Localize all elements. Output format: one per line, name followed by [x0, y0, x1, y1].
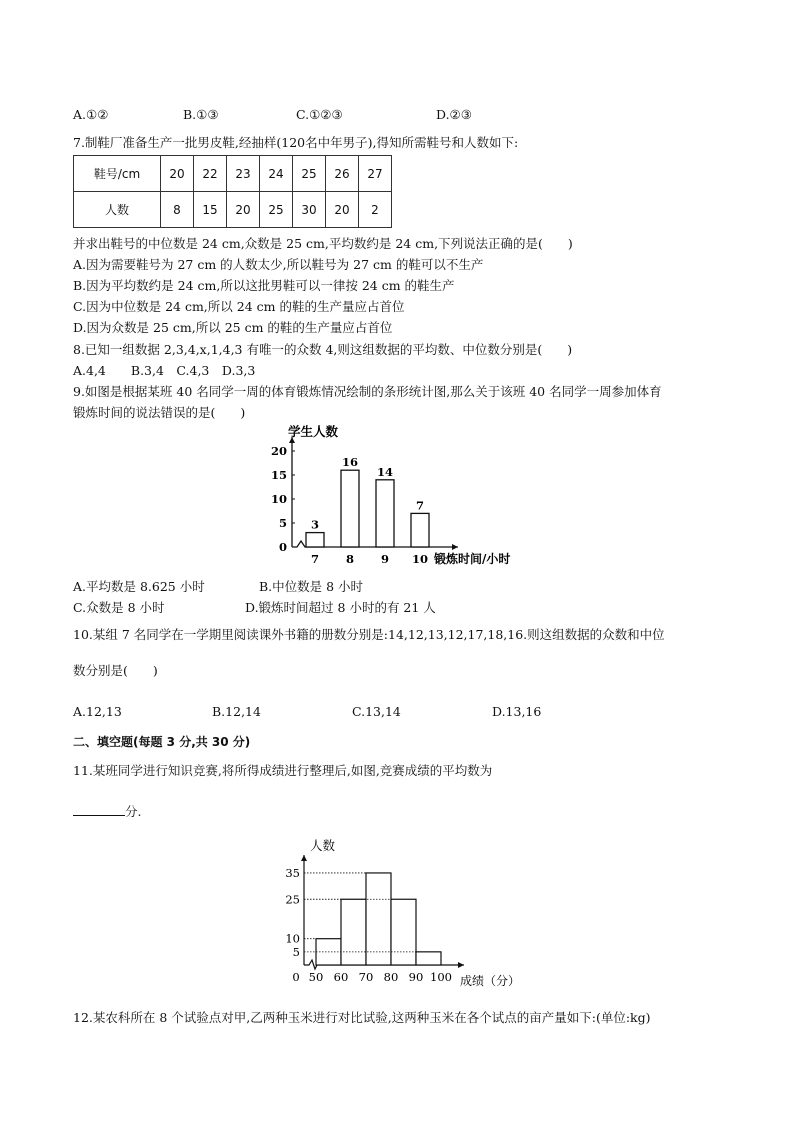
q10-stem-line1: 10.某组 7 名同学在一学期里阅读课外书籍的册数分别是:14,12,13,12,17,18,16.则这组数据的众数和中位: [73, 627, 665, 642]
bar: [376, 480, 394, 547]
q7-stem: 7.制鞋厂准备生产一批男皮鞋,经抽样(120名中年男子),得知所需鞋号和人数如下:: [73, 135, 519, 150]
table-cell: 20: [326, 192, 359, 228]
table-cell: 26: [326, 156, 359, 192]
x-tick-label: 50: [308, 970, 324, 984]
y-axis-label: 学生人数: [288, 424, 339, 439]
q7-option-c: C.因为中位数是 24 cm,所以 24 cm 的鞋的生产量应占首位: [73, 299, 405, 314]
table-row: [74, 156, 392, 192]
q7-option-d: D.因为众数是 25 cm,所以 25 cm 的鞋的生产量应占首位: [73, 320, 393, 335]
q6-option-d: D.②③: [436, 107, 472, 122]
data-label: 3: [310, 517, 320, 532]
x-tick-label: 70: [358, 970, 374, 984]
data-label: 16: [341, 455, 359, 470]
table-cell: 15: [194, 192, 227, 228]
y-tick-label: 10: [285, 931, 300, 946]
q6-option-c: C.①②③: [296, 107, 343, 122]
q6-option-b: B.①③: [183, 107, 219, 122]
q11-suffix: 分.: [125, 804, 142, 819]
histogram-bar: [416, 952, 441, 965]
q9-stem-line1: 9.如图是根据某班 40 名同学一周的体育锻炼情况绘制的条形统计图,那么关于该班 40 名同学一周参加体育: [73, 384, 662, 399]
bar: [411, 513, 429, 547]
y-tick-label: 0: [278, 540, 287, 554]
q6-option-a: A.①②: [73, 107, 109, 122]
shoe-size-table: [73, 155, 392, 228]
table-cell: 25: [260, 192, 293, 228]
y-tick-label: 15: [270, 468, 287, 482]
x-tick-label: 7: [310, 552, 320, 566]
q9-option-c: C.众数是 8 小时: [73, 600, 165, 615]
table-cell: 24: [260, 156, 293, 192]
y-tick-label: 20: [270, 444, 287, 458]
q11-answer-line: [73, 803, 141, 820]
x-tick-label: 90: [408, 970, 424, 984]
q10-option-a: A.12,13: [73, 704, 122, 719]
x-axis-label: 锻炼时间/小时: [434, 552, 511, 566]
x-axis-label: 成绩（分）: [460, 974, 521, 988]
table-cell: 30: [293, 192, 326, 228]
exercise-bar-chart: [268, 422, 538, 572]
q10-option-c: C.13,14: [352, 704, 401, 719]
table-cell: 25: [293, 156, 326, 192]
table-header-size: 鞋号/cm: [74, 156, 161, 192]
q7-option-b: B.因为平均数约是 24 cm,所以这批男鞋可以一律按 24 cm 的鞋生产: [73, 278, 455, 293]
q12-stem: 12.某农科所在 8 个试验点对甲,乙两种玉米进行对比试验,这两种玉米在各个试点的亩产量如下:(单位:kg): [73, 1010, 651, 1025]
q10-stem-line2: 数分别是( ): [73, 663, 158, 678]
y-tick-label: 25: [285, 892, 300, 907]
table-cell: 8: [161, 192, 194, 228]
y-axis-arrow: [301, 855, 307, 861]
histogram-bar: [366, 873, 391, 965]
table-header-count: 人数: [74, 192, 161, 228]
table-cell: 23: [227, 156, 260, 192]
q9-stem-line2: 锻炼时间的说法错误的是( ): [73, 405, 246, 420]
x-tick-label: 8: [345, 552, 355, 566]
q8-options: A.4,4 B.3,4 C.4,3 D.3,3: [73, 363, 256, 378]
x-tick-label: 100: [430, 970, 452, 984]
table-row: [74, 192, 392, 228]
y-tick-label: 10: [270, 492, 287, 506]
q7-followup: 并求出鞋号的中位数是 24 cm,众数是 25 cm,平均数约是 24 cm,下列说法正确的是( ): [73, 236, 573, 251]
table-cell: 20: [227, 192, 260, 228]
x-tick-label: 80: [383, 970, 399, 984]
q10-option-b: B.12,14: [212, 704, 261, 719]
table-cell: 27: [359, 156, 392, 192]
x-axis-arrow: [452, 544, 458, 550]
q10-option-d: D.13,16: [492, 704, 542, 719]
data-label: 14: [376, 464, 394, 479]
table-cell: 22: [194, 156, 227, 192]
y-tick-label: 35: [285, 865, 300, 880]
section-title: 二、填空题(每题 3 分,共 30 分): [73, 735, 251, 749]
data-label: 7: [415, 498, 425, 513]
q8-stem: 8.已知一组数据 2,3,4,x,1,4,3 有唯一的众数 4,则这组数据的平均数、中位数分别是( ): [73, 342, 573, 357]
histogram-bar: [341, 899, 366, 965]
answer-blank[interactable]: [73, 803, 125, 816]
score-histogram: [268, 833, 538, 993]
x-axis-arrow: [458, 962, 464, 968]
x-tick-label: 9: [380, 552, 390, 566]
x-tick-label: 10: [411, 552, 429, 566]
q9-option-d: D.锻炼时间超过 8 小时的有 21 人: [245, 600, 436, 615]
table-cell: 2: [359, 192, 392, 228]
bar: [306, 533, 324, 547]
y-tick-label: 5: [278, 516, 287, 530]
table-cell: 20: [161, 156, 194, 192]
q9-option-b: B.中位数是 8 小时: [259, 579, 364, 594]
q9-option-a: A.平均数是 8.625 小时: [73, 579, 205, 594]
x-tick-label: 60: [333, 970, 349, 984]
histogram-bar: [391, 899, 416, 965]
q11-stem: 11.某班同学进行知识竞赛,将所得成绩进行整理后,如图,竞赛成绩的平均数为: [73, 763, 493, 778]
y-axis-label: 人数: [310, 838, 336, 853]
y-tick-label: 5: [292, 944, 300, 959]
q7-option-a: A.因为需要鞋号为 27 cm 的人数太少,所以鞋号为 27 cm 的鞋可以不生产: [73, 257, 484, 272]
x-tick-label: 0: [292, 970, 300, 984]
bar: [341, 470, 359, 547]
